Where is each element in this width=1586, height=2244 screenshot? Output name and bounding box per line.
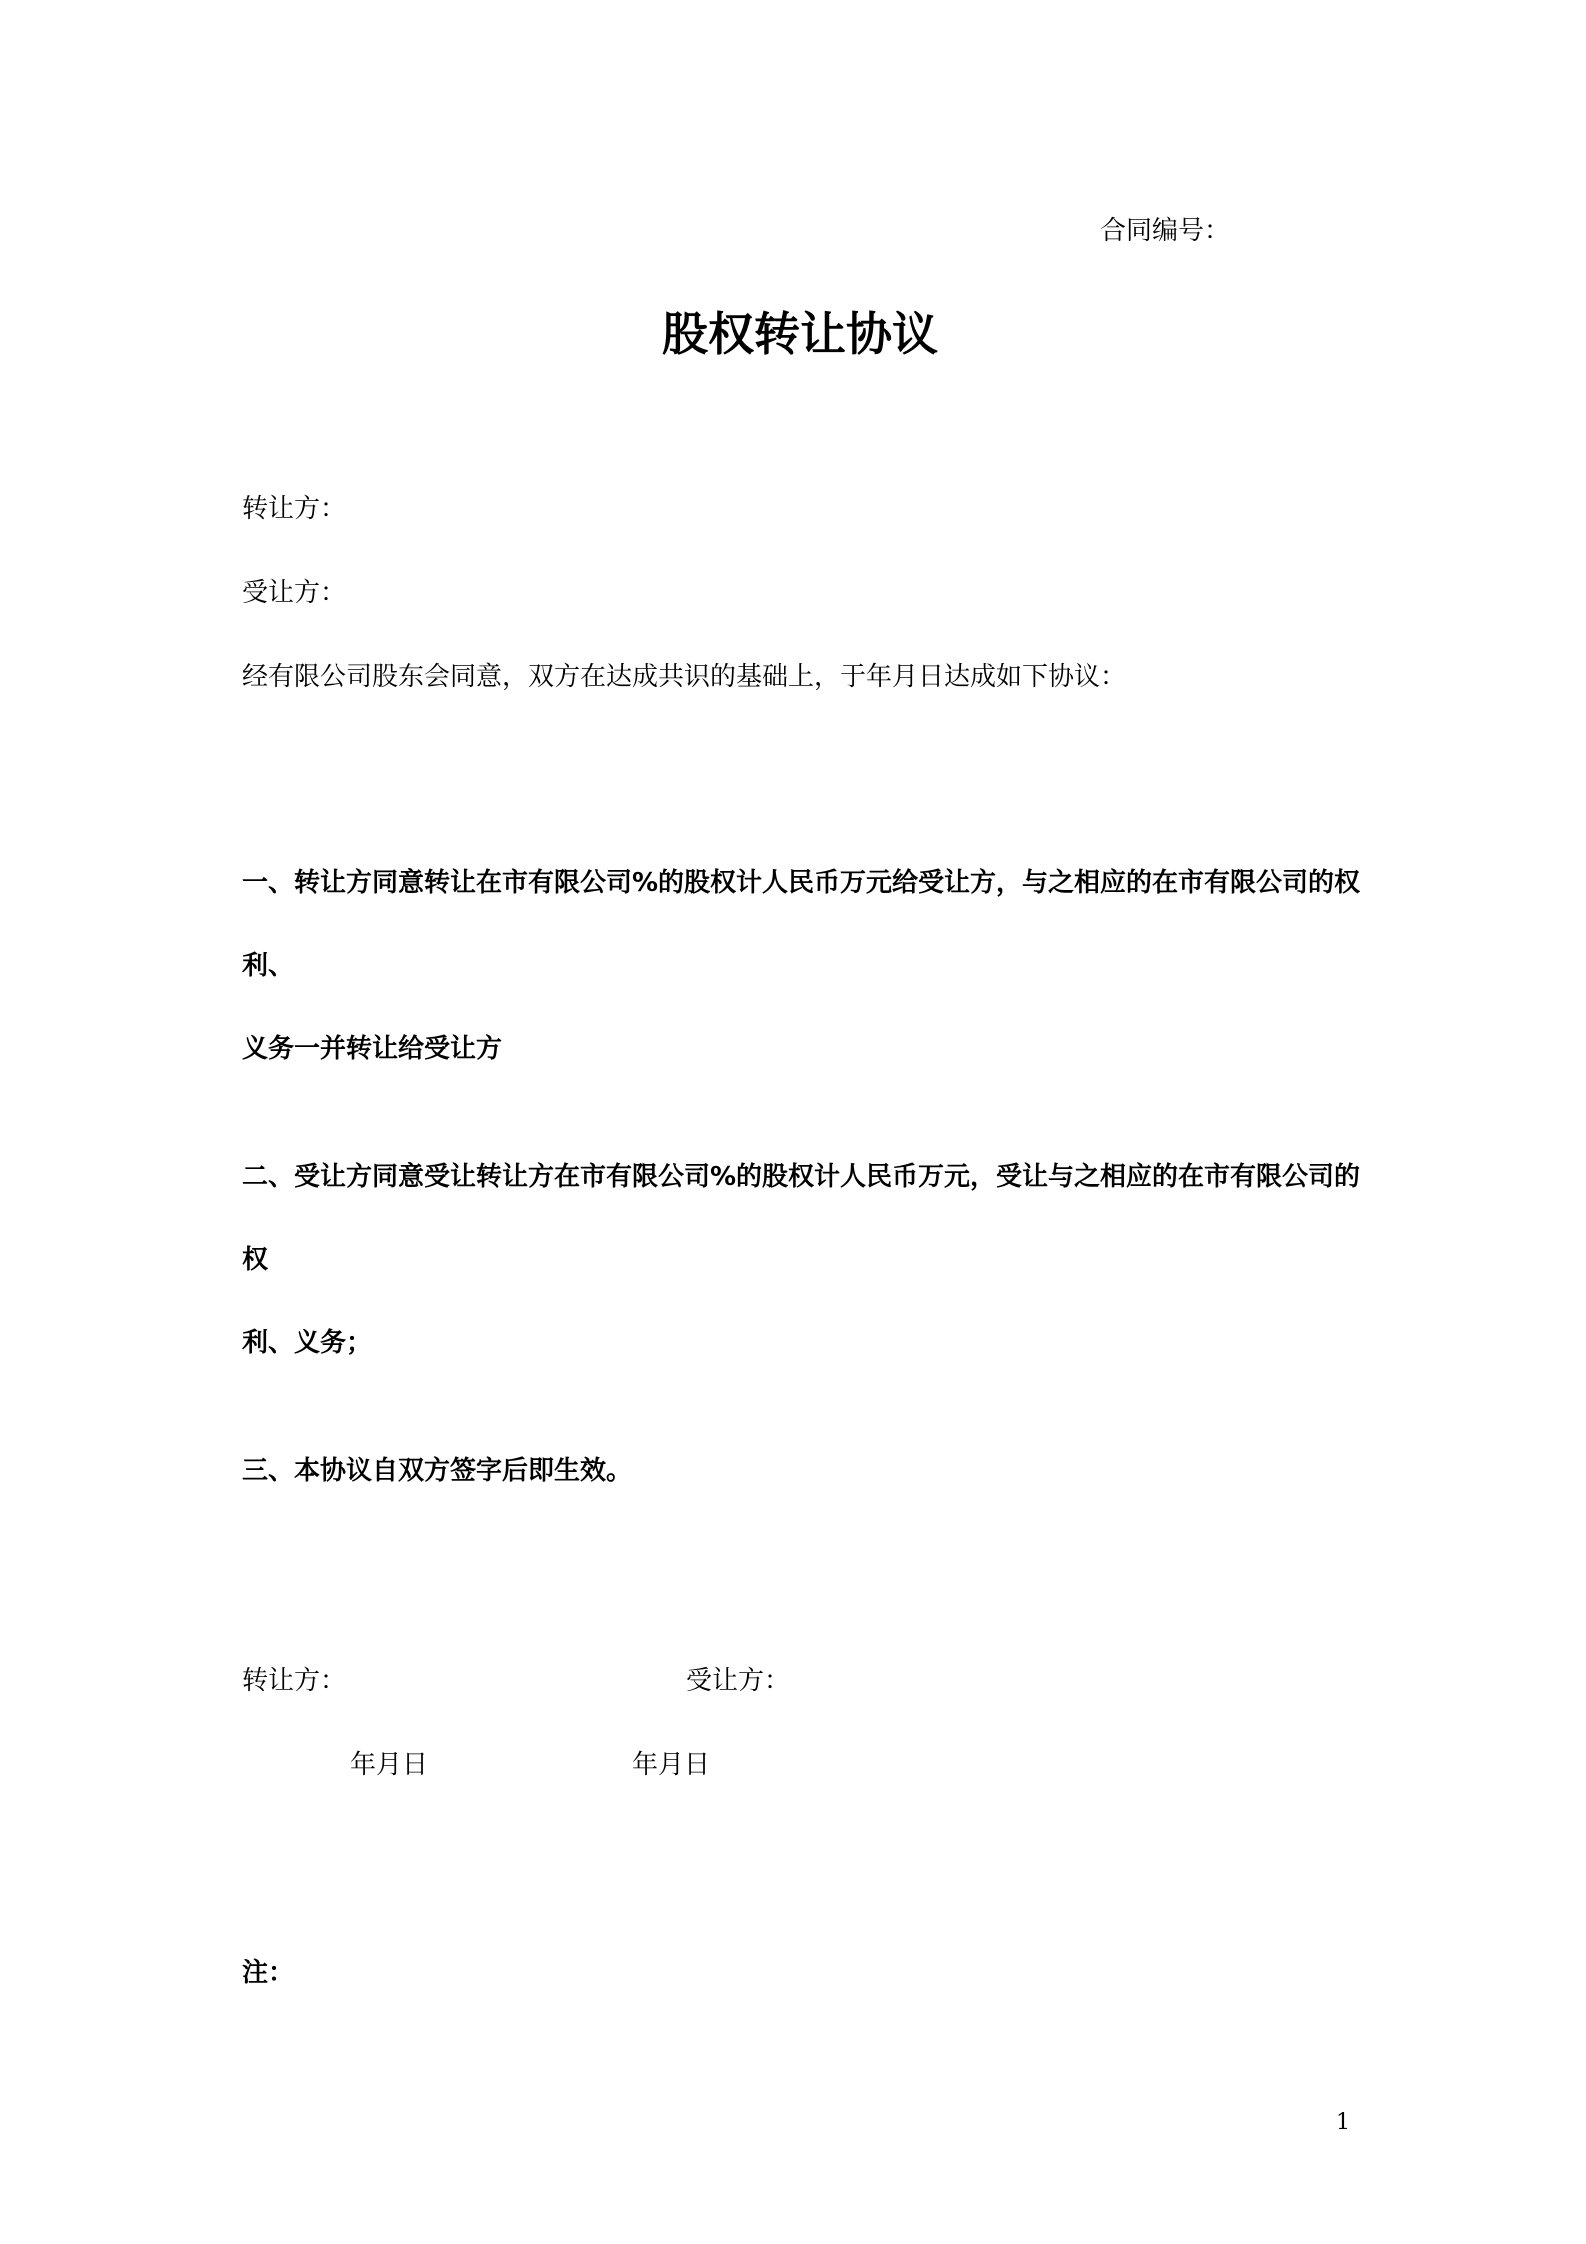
signature-transferee-label: 受让方： <box>686 1666 791 1696</box>
signature-transferor-date: 年月日 <box>350 1750 429 1780</box>
transferee-label: 受让方： <box>242 578 347 608</box>
transferor-label: 转让方： <box>242 494 347 524</box>
clause-1-line-1: 一、转让方同意转让在市有限公司%的股权计人民币万元给受让方，与之相应的在市有限公司的权利、 <box>242 868 1361 981</box>
document-title: 股权转让协议 <box>662 307 938 361</box>
clause-2-line-2: 利、义务； <box>242 1328 373 1358</box>
preamble-text: 经有限公司股东会同意，双方在达成共识的基础上，于年月日达成如下协议： <box>242 662 1127 692</box>
signature-transferor-label: 转让方： <box>242 1666 347 1696</box>
note-label: 注： <box>242 1958 295 1988</box>
clause-3-line-1: 三、本协议自双方签字后即生效。 <box>242 1456 633 1486</box>
clause-1-line-2: 义务一并转让给受让方 <box>242 1034 503 1064</box>
clause-3 <box>242 1430 1362 1513</box>
clause-1 <box>242 842 1362 1091</box>
clause-2-line-1: 二、受让方同意受让转让方在市有限公司%的股权计人民币万元，受让与之相应的在市有限公司的权 <box>242 1162 1361 1275</box>
signature-transferee-date: 年月日 <box>632 1750 711 1780</box>
page-number: 1 <box>1336 2110 1350 2135</box>
clause-2 <box>242 1136 1362 1385</box>
contract-number-label: 合同编号： <box>1100 216 1231 246</box>
